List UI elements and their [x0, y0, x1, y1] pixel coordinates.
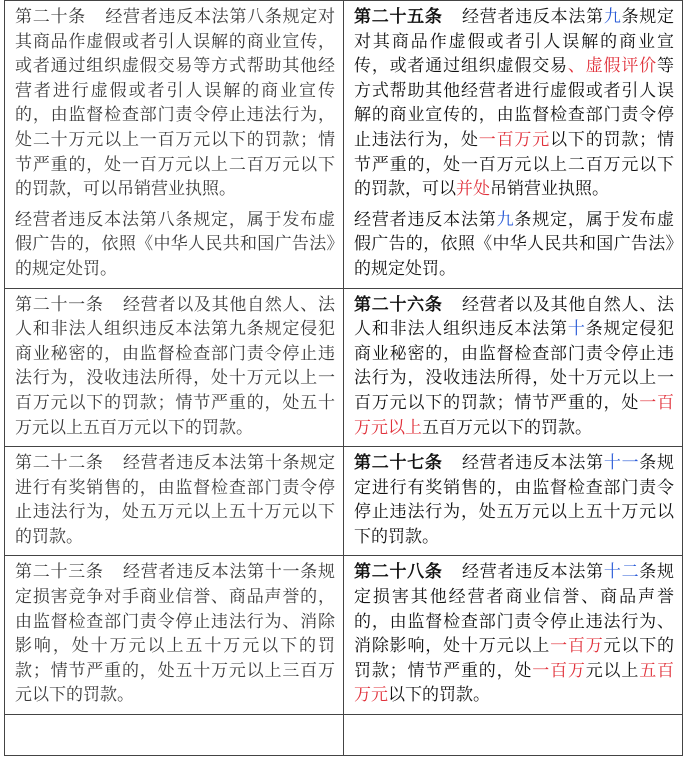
text-segment: 第二十一条 — [15, 294, 104, 315]
old-article-cell — [5, 1, 344, 289]
article-number: 第二十五条 — [354, 7, 443, 27]
renumbered-reference: 九 — [496, 209, 515, 230]
text-segment: 条规定侵犯商业秘密的，由监督检查部门责令停止违法行为，没收违法所得，处十万元以上一百万元以下的罚款；情节严重的，处 — [354, 319, 675, 413]
text-segment: 吊销营业执照。 — [490, 179, 609, 200]
text-segment: 经营者违反本法第 — [354, 209, 497, 230]
article-number: 第二十八条 — [354, 562, 443, 583]
renumbered-reference: 十 — [567, 319, 586, 340]
amended-text: 一百万 — [532, 660, 586, 681]
text-segment: 条规定损害其他经营者商业信誉、商品声誉的，由监督检查部门责令停止违法行为、消除影响，处十万元以上 — [354, 562, 675, 657]
cell-partial — [5, 715, 344, 756]
table-row — [5, 1, 683, 289]
text-segment: 条规定进行有奖销售的，由监督检查部门责令停止违法行为，处五万元以上五十万元以下的罚款。 — [354, 453, 675, 547]
article-paragraph — [354, 5, 674, 202]
article-paragraph — [15, 293, 335, 441]
text-segment: 经营者以及其他自然人、法人和非法人组织违反本法第九条规定侵犯商业秘密的，由监督检查部门责令停止违法行为，没收违法所得，处十万元以上一百万元以下的罚款；情节严重的，处五十万元以上五百万元以下的罚款。 — [15, 294, 336, 438]
text-segment: 经营者违反本法第 — [461, 7, 604, 27]
text-segment: 第二十三条 — [15, 562, 104, 583]
table-row — [5, 288, 683, 447]
new-article-cell — [344, 556, 683, 715]
new-article-cell — [344, 447, 683, 556]
article-number: 第二十六条 — [354, 294, 443, 315]
text-segment: 条规定对其商品作虚假或者引人误解的商业宣传，或者通过组织虚假交易 — [354, 7, 675, 77]
renumbered-reference: 十二 — [603, 562, 640, 583]
text-segment: 第二十条 — [15, 7, 86, 27]
article-paragraph — [354, 451, 674, 549]
new-article-cell — [344, 288, 683, 447]
old-article-cell — [5, 556, 344, 715]
text-segment: 经营者违反本法第十条规定进行有奖销售的，由监督检查部门责令停止违法行为，处五万元以上五十万元以下的罚款。 — [15, 453, 336, 547]
text-segment: 第二十二条 — [15, 453, 104, 474]
amended-text: 、虚假评价 — [567, 56, 658, 77]
table-row — [5, 447, 683, 556]
article-paragraph — [15, 208, 335, 282]
new-article-cell — [344, 1, 683, 289]
table-body — [5, 1, 683, 756]
cell-partial — [344, 715, 683, 756]
text-segment: 经营者违反本法第 — [461, 562, 604, 583]
table-row-partial — [5, 715, 683, 756]
amended-text: 并处 — [456, 179, 490, 200]
text-segment: 条规定，属于发布虚假广告的，依照《中华人民共和国广告法》的规定处罚。 — [354, 209, 675, 279]
amended-text: 一百万元以上 — [354, 392, 675, 438]
article-number: 第二十七条 — [354, 453, 443, 474]
article-paragraph — [354, 293, 674, 441]
table-row — [5, 556, 683, 715]
amended-text: 一百万 — [550, 636, 604, 657]
article-paragraph — [354, 560, 674, 708]
law-comparison-table — [4, 0, 683, 756]
text-segment: 元以下的罚款；情节严重的，处 — [354, 636, 675, 681]
text-segment: 等方式帮助其他经营者进行虚假或者引人误解的商业宣传的，由监督检查部门责令停止违法行为，处 — [354, 56, 675, 150]
article-paragraph — [15, 5, 335, 202]
text-segment: 经营者违反本法第八条规定对其商品作虚假或者引人误解的商业宣传，或者通过组织虚假交易等方式帮助其他经营者进行虚假或者引人误解的商业宣传的，由监督检查部门责令停止违法行为，处二十万元以上一百万元以下的罚款；情节严重的，处一百万元以上二百万元以下的罚款，可以吊销营业执照。 — [15, 7, 336, 200]
renumbered-reference: 九 — [603, 7, 622, 27]
text-segment: 五百万元以下的罚款。 — [422, 417, 592, 438]
amended-text: 五百万元 — [354, 660, 675, 706]
amended-text: 一百万元 — [478, 129, 551, 150]
text-segment: 经营者违反本法第八条规定，属于发布虚假广告的，依照《中华人民共和国广告法》的规定处罚。 — [15, 209, 335, 279]
old-article-cell — [5, 288, 344, 447]
text-segment: 元以上 — [585, 660, 640, 681]
text-segment: 经营者违反本法第 — [461, 453, 604, 474]
text-segment: 以下的罚款。 — [388, 685, 490, 706]
article-paragraph — [354, 208, 674, 282]
article-paragraph — [15, 451, 335, 549]
text-segment: 以下的罚款；情节严重的，处一百万元以上二百万元以下的罚款，可以 — [354, 129, 675, 200]
article-paragraph — [15, 560, 335, 708]
old-article-cell — [5, 447, 344, 556]
renumbered-reference: 十一 — [603, 453, 640, 474]
text-segment: 经营者以及其他自然人、法人和非法人组织违反本法第 — [354, 294, 675, 340]
text-segment: 经营者违反本法第十一条规定损害竞争对手商业信誉、商品声誉的，由监督检查部门责令停止违法行为、消除影响，处十万元以上五十万元以下的罚款；情节严重的，处五十万元以上三百万元以下的罚款。 — [15, 562, 336, 706]
